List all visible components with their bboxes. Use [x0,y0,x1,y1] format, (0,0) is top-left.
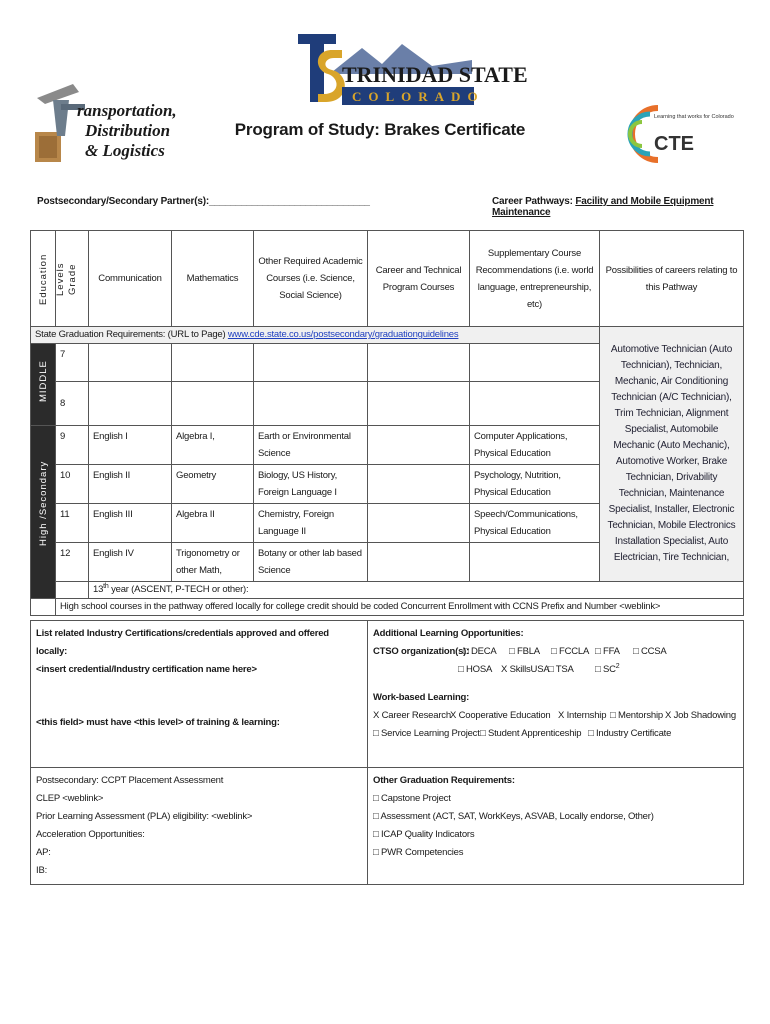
mathematics-cell [172,382,254,426]
mathematics-cell: Geometry [172,465,254,504]
logo-ts-top: TRINIDAD STATE [342,62,528,87]
postsecondary-line: Prior Learning Assessment (PLA) eligibility: <weblink> [36,811,253,822]
postsecondary-line: Acceleration Opportunities: [36,829,145,840]
other-graduation-option[interactable]: □ ICAP Quality Indicators [373,829,475,840]
career-technical-cell [368,543,470,582]
industry-certifications-title: List related Industry Certifications/credentials approved and offered locally: [36,628,329,657]
work-row-2 [373,725,738,743]
header-communication: Communication [89,231,172,327]
supplementary-cell: Speech/Communications, Physical Education [470,504,600,543]
postsecondary-line: AP: [36,847,51,858]
state-graduation-label: State Graduation Requirements: (URL to Page) [35,329,228,340]
career-technical-cell [368,504,470,543]
work-option-job-shadowing[interactable]: X Job Shadowing [665,710,736,721]
concurrent-enrollment-row [31,599,744,616]
career-technical-cell [368,426,470,465]
ctso-option-skillsusa[interactable]: X SkillsUSA [501,664,550,675]
other-academic-cell: Biology, US History, Foreign Language I [254,465,368,504]
grade-cell: 8 [56,382,89,426]
partner-label: Postsecondary/Secondary Partner(s):______________________________ [37,196,370,207]
ctso-option-hosa[interactable]: □ HOSA [458,664,493,675]
career-technical-cell [368,465,470,504]
communication-cell: English II [89,465,172,504]
ctso-option-ccsa[interactable]: □ CCSA [633,646,667,657]
supplementary-cell [470,382,600,426]
work-option-mentorship[interactable]: □ Mentorship [610,710,663,721]
header-other-academic: Other Required Academic Courses (i.e. Science, Social Science) [254,231,368,327]
work-option-industry-certificate[interactable]: □ Industry Certificate [588,728,672,739]
postsecondary-line: CLEP <weblink> [36,793,104,804]
other-graduation-option[interactable]: □ PWR Competencies [373,847,464,858]
ctso-row-1 [373,643,738,661]
communication-cell: English III [89,504,172,543]
cte-tagline: Learning that works for Colorado [654,114,734,120]
thirteenth-year-cell: 13th year (ASCENT, P-TECH or other): [89,582,744,599]
header-grade: Grade [56,231,89,327]
logo-ts-bottom: COLORADO [352,89,485,104]
logo-tdl-line2: Distribution [85,121,171,140]
other-graduation-option[interactable]: □ Capstone Project [373,793,451,804]
work-option-internship[interactable]: X Internship [558,710,607,721]
postsecondary-line: IB: [36,865,48,876]
work-row-1 [373,707,738,725]
work-option-service-learning[interactable]: □ Service Learning Project [373,728,480,739]
program-table [30,230,744,616]
other-academic-cell: Chemistry, Foreign Language II [254,504,368,543]
other-academic-cell: Earth or Environmental Science [254,426,368,465]
other-academic-cell [254,382,368,426]
trinidad-state-logo [292,30,528,110]
work-option-cooperative-education[interactable]: X Cooperative Education [450,710,551,721]
logo-tdl-line3: & Logistics [85,141,165,160]
header-supplementary: Supplementary Course Recommendations (i.e. world language, entrepreneurship, etc) [470,231,600,327]
other-graduation-option[interactable]: □ Assessment (ACT, SAT, WorkKeys, ASVAB, Locally endorse, Other) [373,811,654,822]
ctso-row-2 [373,661,738,683]
thirteenth-year-row [31,582,744,599]
work-option-student-apprenticeship[interactable]: □ Student Apprenticeship [480,728,582,739]
logo-tdl-line1: ransportation, [77,101,177,120]
ctso-option-ffa[interactable]: □ FFA [595,646,620,657]
postsecondary-line: Postsecondary: CCPT Placement Assessment [36,775,224,786]
career-technical-cell [368,344,470,382]
training-level-note: <this field> must have <this level> of training & learning: [36,717,280,728]
communication-cell [89,344,172,382]
state-graduation-row [31,327,744,344]
communication-cell: English IV [89,543,172,582]
header-education-levels: Education Levels [31,231,56,327]
level-high-secondary: High /Secondary [31,426,56,599]
header-mathematics: Mathematics [172,231,254,327]
cte-logo [628,100,740,166]
mathematics-cell: Algebra II [172,504,254,543]
communication-cell: English I [89,426,172,465]
supplementary-cell [470,344,600,382]
concurrent-enrollment-note: High school courses in the pathway offered locally for college credit should be coded Concurrent Enrollment with CCNS Prefix and Number <weblink> [56,599,744,616]
ctso-option-tsa[interactable]: □ TSA [548,664,574,675]
document-title: Program of Study: Brakes Certificate [234,120,526,139]
header-career-technical: Career and Technical Program Courses [368,231,470,327]
other-academic-cell: Botany or other lab based Science [254,543,368,582]
level-middle: MIDDLE [31,344,56,426]
ctso-label: CTSO organization(s): [373,646,470,657]
industry-certifications-box [31,621,368,768]
additional-learning-box [368,621,744,768]
supplementary-cell: Psychology, Nutrition, Physical Education [470,465,600,504]
ctso-option-deca[interactable]: □ DECA [463,646,497,657]
career-pathway-value: Facility and Mobile Equipment Maintenance [492,196,714,218]
cte-name: CTE [654,133,694,155]
other-graduation-box [368,768,744,885]
thirteenth-year-blank [56,582,89,599]
postsecondary-box [31,768,368,885]
career-pathway [492,196,770,218]
grade-cell: 12 [56,543,89,582]
work-option-career-research[interactable]: X Career Research [373,710,451,721]
other-graduation-title: Other Graduation Requirements: [373,775,515,786]
table-header-row [31,231,744,327]
header-possibilities: Possibilities of careers relating to this Pathway [600,231,744,327]
additional-learning-title: Additional Learning Opportunities: [373,628,524,639]
communication-cell [89,382,172,426]
state-graduation-link[interactable]: www.cde.state.co.us/postsecondary/graduationguidelines [227,329,459,340]
ctso-option-sc[interactable]: □ $SC^2$ [595,662,620,675]
career-pathway-label: Career Pathways: [492,196,576,207]
careers-list: Automotive Technician (Auto Technician), Technician, Mechanic, Air Conditioning Technician (A/C Technician), Trim Technician, Alignment Specialist, Automobile Mechanic (Auto Mechanic), Automotive Worker, Brake Technician, Drivability Technician, Maintenance Specialist, Installer, Electronic Technician, Mobile Electronics Installation Specialist, Auto Electrician, Tire Technician, [600,327,744,582]
grade-cell: 10 [56,465,89,504]
mathematics-cell: Trigonometry or other Math, [172,543,254,582]
grade-cell: 7 [56,344,89,382]
grade-cell: 11 [56,504,89,543]
career-technical-cell [368,382,470,426]
other-academic-cell [254,344,368,382]
ctso-option-fccla[interactable]: □ FCCLA [551,646,590,657]
state-graduation-cell [31,327,600,344]
concurrent-enrollment-blank [31,599,56,616]
grade-cell: 9 [56,426,89,465]
mathematics-cell: Algebra I, [172,426,254,465]
bottom-section [30,620,744,885]
work-based-learning-title: Work-based Learning: [373,692,470,703]
supplementary-cell: Computer Applications, Physical Education [470,426,600,465]
industry-certifications-insert: <insert credential/Industry certification name here> [36,664,257,675]
supplementary-cell [470,543,600,582]
mathematics-cell [172,344,254,382]
ctso-option-fbla[interactable]: □ FBLA [509,646,540,657]
